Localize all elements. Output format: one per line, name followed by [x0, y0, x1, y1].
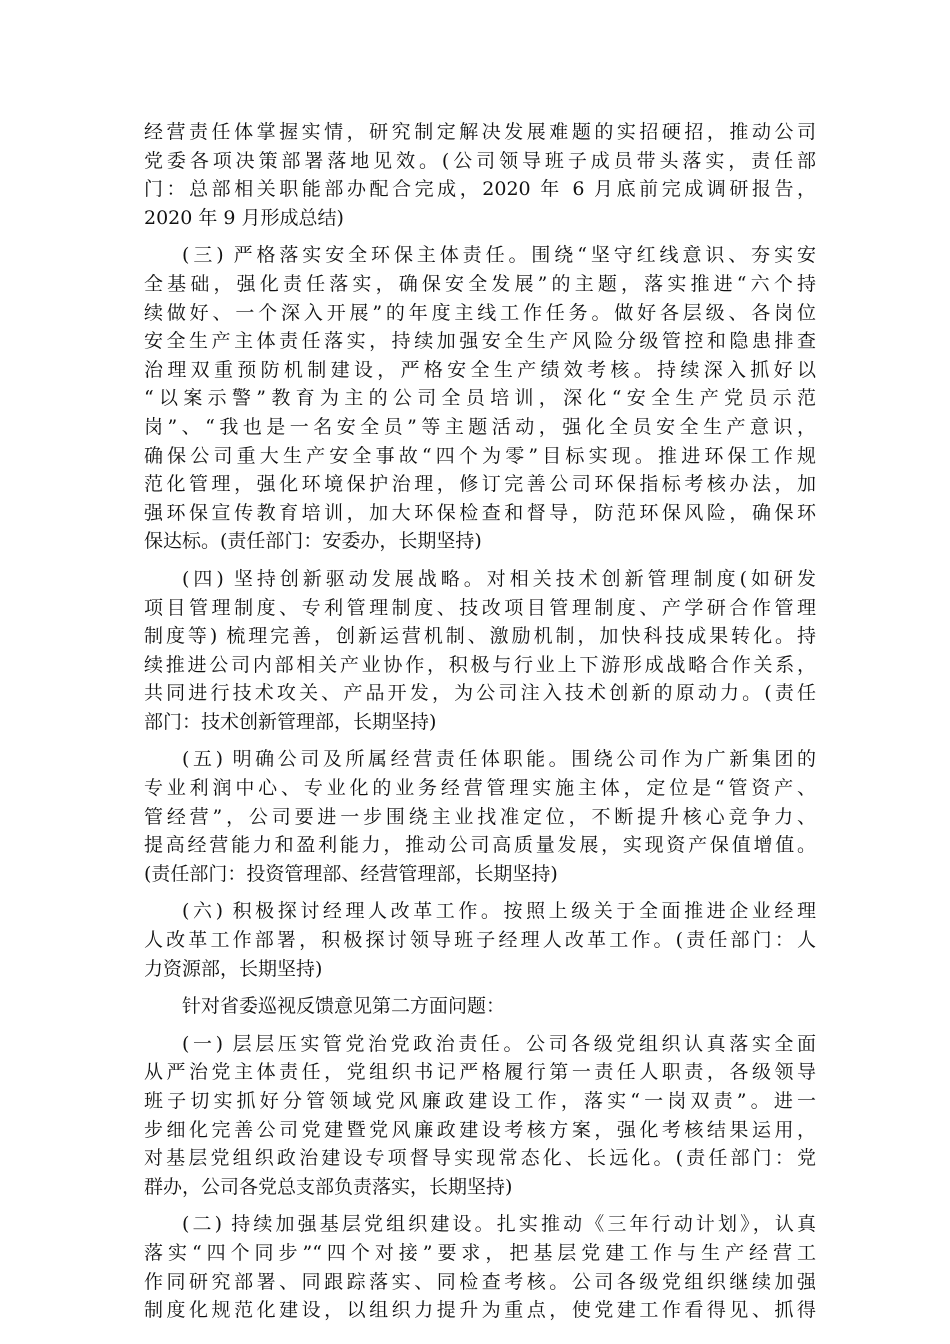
- paragraph: [144, 241, 816, 556]
- text-line: 对基层党组织政治建设专项督导实现常态化、长远化。(责任部门：党: [144, 1147, 816, 1170]
- text-line: 专业利润中心、专业化的业务经营管理实施主体，定位是“管资产、: [144, 777, 816, 800]
- paragraph: [144, 745, 816, 888]
- text-line: 全基础，强化责任落实，确保安全发展”的主题，落实推进“六个持: [144, 272, 816, 295]
- text-line: 门：总部相关职能部办配合完成，2020 年 6 月底前完成调研报告，: [144, 178, 816, 201]
- text-line: 落实“四个同步”“四个对接”要求，把基层党建工作与生产经营工: [144, 1241, 816, 1264]
- text-line: 续做好、一个深入开展”的年度主线工作任务。做好各层级、各岗位: [144, 301, 816, 324]
- text-line: (三) 严格落实安全环保主体责任。围绕“坚守红线意识、夯实安: [182, 244, 816, 267]
- text-line: 安全生产主体责任落实，持续加强安全生产风险分级管控和隐患排查: [144, 330, 816, 353]
- text-line: 保达标。(责任部门：安委办，长期坚持): [144, 530, 482, 553]
- text-line: 步细化完善公司党建暨党风廉政建设考核方案，强化考核结果运用，: [144, 1118, 816, 1141]
- text-line: 续推进公司内部相关产业协作，积极与行业上下游形成战略合作关系，: [144, 653, 816, 676]
- paragraph: [144, 1210, 816, 1324]
- text-line: 管经营”，公司要进一步围绕主业找准定位，不断提升核心竞争力、: [144, 805, 816, 828]
- section-heading: [144, 992, 816, 1021]
- text-line: 2020 年 9 月形成总结): [144, 206, 344, 229]
- text-line: 班子切实抓好分管领域党风廉政建设工作，落实“一岗双责”。进一: [144, 1090, 816, 1112]
- document-body: [144, 118, 816, 1325]
- text-line: 作同研究部署、同跟踪落实、同检查考核。公司各级党组织继续加强: [144, 1270, 816, 1293]
- text-line: 项目管理制度、专利管理制度、技改项目管理制度、产学研合作管理: [144, 596, 816, 619]
- text-line: 部门：技术创新管理部，长期坚持): [144, 710, 437, 733]
- text-line: 党委各项决策部署落地见效。(公司领导班子成员带头落实，责任部: [144, 149, 816, 172]
- text-line: 制度等) 梳理完善，创新运营机制、激励机制，加快科技成果转化。持: [144, 625, 816, 648]
- text-line: 经营责任体掌握实情，研究制定解决发展难题的实招硬招，推动公司: [144, 121, 816, 143]
- text-line: 治理双重预防机制建设，严格安全生产绩效考核。持续深入抓好以: [144, 358, 816, 381]
- text-line: 确保公司重大生产安全事故“四个为零”目标实现。推进环保工作规: [144, 444, 816, 467]
- text-line: 从严治党主体责任，党组织书记严格履行第一责任人职责，各级领导: [144, 1061, 816, 1084]
- text-line: 范化管理，强化环境保护治理，修订完善公司环保指标考核办法，加: [144, 473, 816, 496]
- text-line: (责任部门：投资管理部、经营管理部，长期坚持): [144, 862, 558, 885]
- text-line: 针对省委巡视反馈意见第二方面问题：: [182, 995, 506, 1018]
- text-line: “以案示警”教育为主的公司全员培训，深化“安全生产党员示范: [144, 387, 816, 410]
- text-line: 力资源部，长期坚持): [144, 957, 323, 980]
- text-line: 人改革工作部署，积极探讨领导班子经理人改革工作。(责任部门：人: [144, 929, 816, 952]
- text-line: 制度化规范化建设，以组织力提升为重点，使党建工作看得见、抓得: [144, 1299, 816, 1322]
- text-line: (四) 坚持创新驱动发展战略。对相关技术创新管理制度(如研发: [182, 567, 816, 590]
- text-line: 岗”、“我也是一名安全员”等主题活动，强化全员安全生产意识，: [144, 415, 816, 438]
- text-line: (五) 明确公司及所属经营责任体职能。围绕公司作为广新集团的: [182, 748, 816, 771]
- text-line: 提高经营能力和盈利能力，推动公司高质量发展，实现资产保值增值。: [144, 834, 816, 857]
- text-line: 共同进行技术攻关、产品开发，为公司注入技术创新的原动力。(责任: [144, 682, 816, 705]
- paragraph: [144, 565, 816, 737]
- paragraph: [144, 1030, 816, 1202]
- text-line: 强环保宣传教育培训，加大环保检查和督导，防范环保风险，确保环: [144, 501, 816, 524]
- text-line: (二) 持续加强基层党组织建设。扎实推动《三年行动计划》，认真: [182, 1213, 816, 1236]
- text-line: 群办，公司各党总支部负责落实，长期坚持): [144, 1175, 513, 1198]
- paragraph: [144, 897, 816, 983]
- text-line: (六) 积极探讨经理人改革工作。按照上级关于全面推进企业经理: [182, 900, 816, 923]
- paragraph: [144, 118, 816, 232]
- text-line: (一) 层层压实管党治党政治责任。公司各级党组织认真落实全面: [182, 1032, 816, 1055]
